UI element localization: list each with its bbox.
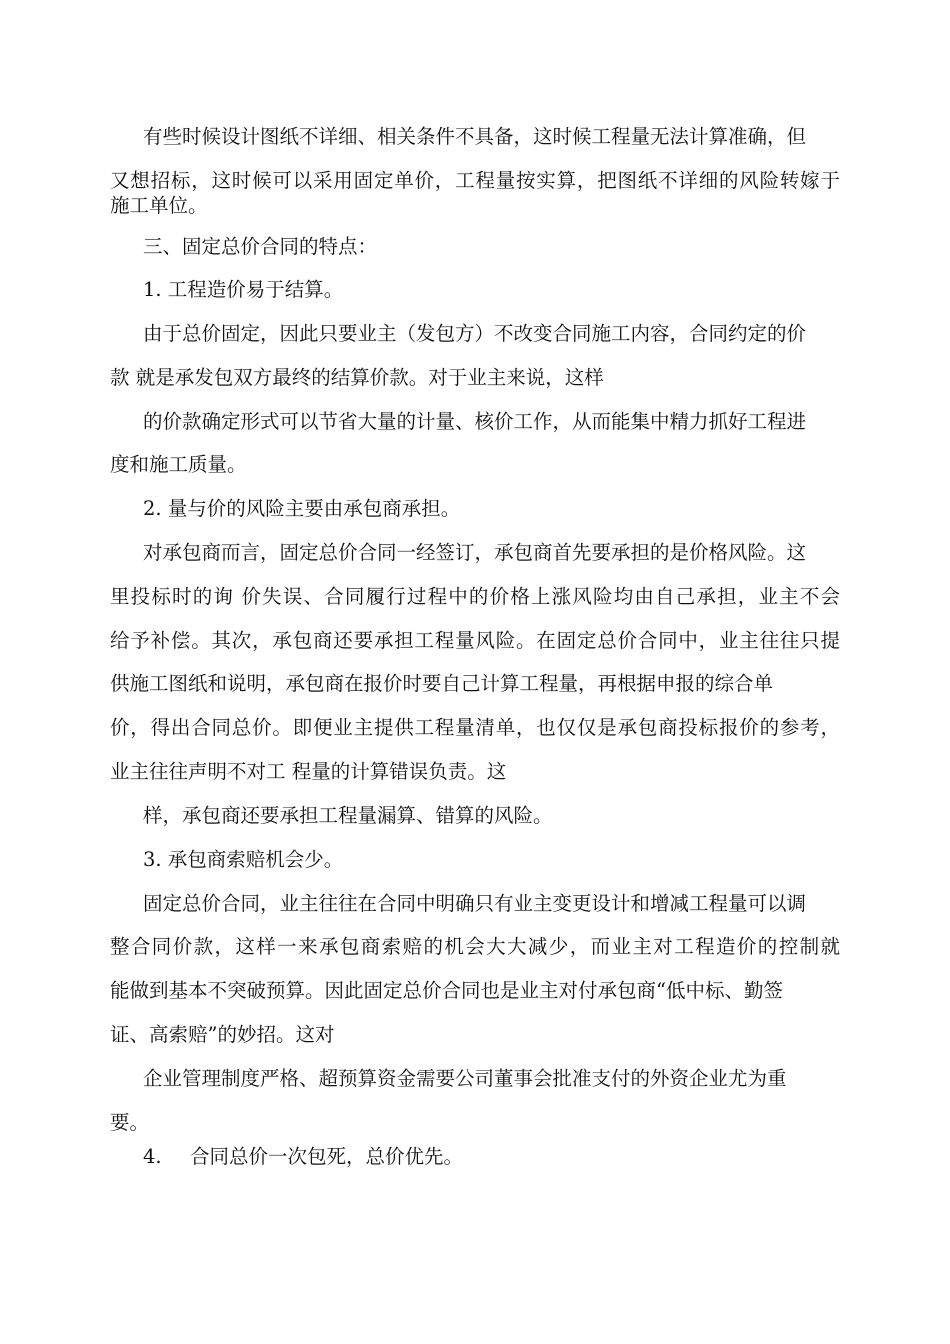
paragraph-line: 的价款确定形式可以节省大量的计量、核价工作，从而能集中精力抓好工程进 xyxy=(143,410,807,433)
paragraph-line: 施工单位。 xyxy=(110,194,208,217)
paragraph-line: 度和施工质量。 xyxy=(110,453,247,476)
section-heading: 三、固定总价合同的特点： xyxy=(143,235,378,258)
paragraph-line: 供施工图纸和说明，承包商在报价时要自己计算工程量，再根据申报的综合单 xyxy=(110,672,774,695)
paragraph-line: 给予补偿。其次，承包商还要承担工程量风险。在固定总价合同中，业主往往只提 xyxy=(110,629,840,652)
paragraph-line: 有些时候设计图纸不详细、相关条件不具备，这时候工程量无法计算准确，但 xyxy=(143,125,807,148)
list-item-heading: 3. 承包商索赔机会少。 xyxy=(143,848,344,871)
paragraph-line: 价，得出合同总价。即便业主提供工程量清单，也仅仅是承包商投标报价的参考， xyxy=(110,716,840,739)
paragraph-line: 业主往往声明不对工 程量的计算错误负责。这 xyxy=(110,760,507,783)
paragraph-line: 企业管理制度严格、超预算资金需要公司董事会批准支付的外资企业尤为重 xyxy=(143,1067,787,1090)
paragraph-line: 款 就是承发包双方最终的结算价款。对于业主来说，这样 xyxy=(110,366,604,389)
paragraph-line: 整合同价款，这样一来承包商索赔的机会大大减少，而业主对工程造价的控制就 xyxy=(110,935,840,958)
list-item-heading: 2. 量与价的风险主要由承包商承担。 xyxy=(143,497,461,520)
paragraph-line: 里投标时的询 价失误、合同履行过程中的价格上涨风险均由自己承担，业主不会 xyxy=(110,585,840,608)
paragraph-line: 样，承包商还要承担工程量漏算、错算的风险。 xyxy=(143,804,553,827)
paragraph-line: 固定总价合同，业主往往在合同中明确只有业主变更设计和增减工程量可以调 xyxy=(143,892,807,915)
paragraph-line: 能做到基本不突破预算。因此固定总价合同也是业主对付承包商“低中标、勤签 xyxy=(110,979,783,1002)
list-item-number: 4. xyxy=(143,1145,162,1168)
list-item-heading: 1. 工程造价易于结算。 xyxy=(143,278,344,301)
list-item-heading: 合同总价一次包死，总价优先。 xyxy=(190,1145,464,1168)
paragraph-line: 又想招标，这时候可以采用固定单价，工程量按实算，把图纸不详细的风险转嫁于 xyxy=(110,169,840,192)
paragraph-line: 对承包商而言，固定总价合同一经签订，承包商首先要承担的是价格风险。这 xyxy=(143,541,807,564)
paragraph-line: 要。 xyxy=(110,1111,150,1134)
paragraph-line: 证、高索赔”的妙招。这对 xyxy=(110,1023,335,1046)
paragraph-line: 由于总价固定，因此只要业主（发包方）不改变合同施工内容，合同约定的价 xyxy=(143,322,807,345)
